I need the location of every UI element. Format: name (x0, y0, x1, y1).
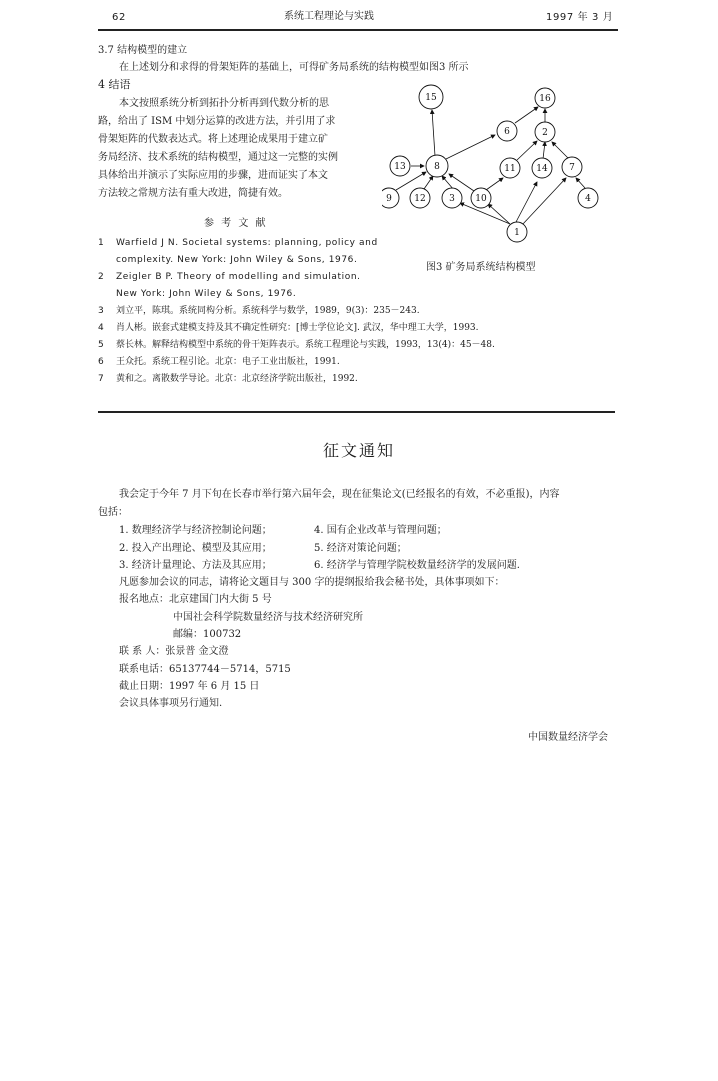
journal-title: 系统工程理论与实践 (284, 11, 374, 22)
node-7 (562, 157, 582, 177)
topic-item: 1. 数理经济学与经济控制论问题； (119, 525, 272, 536)
registration-address: 报名地点：北京建国门内大街 5 号 (119, 594, 272, 605)
conclusion-line: 路，给出了 ISM 中划分运算的改进方法，并引用了求 (98, 116, 336, 127)
reference-text: 刘立平，陈琪。系统同构分析。系统科学与数学，1989，9(3)：235－243. (116, 306, 420, 316)
section-3-7-text: 在上述划分和求得的骨架矩阵的基础上，可得矿务局系统的结构模型如图3 所示 (119, 62, 469, 73)
figure-caption: 图3 矿务局系统结构模型 (426, 262, 536, 273)
page-number: 62 (112, 12, 126, 23)
conclusion-line: 务局经济、技术系统的结构模型，通过这一完整的实例 (98, 152, 338, 163)
deadline: 截止日期：1997 年 6 月 15 日 (119, 681, 260, 692)
reference-text: Warfield J N. Societal systems: planning, policy and (116, 238, 378, 248)
reference-text: Zeigler B P. Theory of modelling and simulation. (116, 272, 361, 282)
structure-model-diagram (382, 82, 608, 258)
section-4-heading: 4 结语 (98, 78, 131, 91)
section-3-7-heading: 3.7 结构模型的建立 (98, 45, 188, 56)
notice-intro-continued: 包括： (98, 507, 128, 518)
issue-date: 1997 年 3 月 (546, 12, 614, 23)
reference-number: 3 (98, 306, 105, 316)
reference-text: 王众托。系统工程引论。北京：电子工业出版社，1991. (116, 357, 340, 367)
notice-signature: 中国数量经济学会 (528, 732, 608, 743)
reference-text: 黄和之。离散数学导论。北京：北京经济学院出版社，1992. (116, 374, 358, 384)
conclusion-line: 具体给出并演示了实际应用的步骤，进而证实了本文 (98, 170, 328, 181)
topic-item: 6. 经济学与管理学院校数量经济学的发展问题. (314, 560, 520, 571)
conclusion-line: 方法较之常规方法有重大改进，简捷有效。 (98, 188, 288, 199)
contact-person: 联 系 人：张景普 金文澄 (119, 646, 229, 657)
node-9 (382, 188, 399, 208)
diagram-nodes (382, 85, 598, 242)
node-6 (497, 121, 517, 141)
notice-intro: 我会定于今年 7 月下旬在长春市举行第六届年会，现在征集论文(已经报名的有效，不必重报)，内容 (119, 489, 560, 500)
svg-text:16: 16 (539, 94, 551, 104)
svg-text:2: 2 (542, 128, 548, 138)
node-10 (471, 188, 491, 208)
reference-text: complexity. New York: John Wiley & Sons, 1976. (116, 255, 358, 265)
reference-number: 7 (98, 374, 105, 384)
node-2 (535, 122, 555, 142)
node-3 (442, 188, 462, 208)
reference-number: 4 (98, 323, 105, 333)
reference-number: 6 (98, 357, 105, 367)
node-13 (390, 156, 410, 176)
notice-instruction: 凡愿参加会议的同志，请将论文题目与 300 字的提纲报给我会秘书处，具体事项如下： (119, 577, 505, 588)
reference-text: 肖人彬。嵌套式建模支持及其不确定性研究：[博士学位论文]. 武汉，华中理工大学，1993. (116, 323, 479, 333)
svg-text:10: 10 (475, 194, 487, 204)
node-15 (419, 85, 443, 109)
reference-number: 5 (98, 340, 105, 350)
references-title: 参 考 文 献 (204, 218, 268, 229)
svg-text:13: 13 (394, 162, 406, 172)
svg-text:4: 4 (585, 194, 591, 204)
reference-number: 1 (98, 238, 105, 248)
svg-text:7: 7 (569, 163, 575, 173)
node-16 (535, 88, 555, 108)
section-divider (98, 411, 615, 413)
reference-text: New York: John Wiley & Sons, 1976. (116, 289, 297, 299)
svg-text:14: 14 (536, 164, 548, 174)
conclusion-line: 骨架矩阵的代数表达式。将上述理论成果用于建立矿 (98, 134, 328, 145)
conclusion-line: 本文按照系统分析到拓扑分析再到代数分析的思 (119, 98, 329, 109)
svg-text:11: 11 (504, 164, 516, 174)
topic-item: 2. 投入产出理论、模型及其应用； (119, 543, 272, 554)
node-1 (507, 222, 527, 242)
topic-item: 3. 经济计量理论、方法及其应用； (119, 560, 272, 571)
node-11 (500, 158, 520, 178)
topic-item: 4. 国有企业改革与管理问题； (314, 525, 447, 536)
reference-text: 蔡长林。解释结构模型中系统的骨干矩阵表示。系统工程理论与实践，1993，13(4)：45－48. (116, 340, 495, 350)
node-12 (410, 188, 430, 208)
svg-text:1: 1 (514, 228, 520, 238)
svg-text:15: 15 (425, 93, 437, 103)
svg-text:3: 3 (449, 194, 455, 204)
contact-phone: 联系电话：65137744－5714，5715 (119, 664, 291, 675)
other-notice: 会议具体事项另行通知. (119, 698, 223, 709)
svg-text:8: 8 (434, 162, 440, 172)
notice-title: 征文通知 (323, 441, 396, 460)
svg-text:6: 6 (504, 127, 510, 137)
postcode: 邮编：100732 (173, 629, 242, 640)
node-8 (426, 155, 448, 177)
svg-text:12: 12 (414, 194, 426, 204)
registration-institute: 中国社会科学院数量经济与技术经济研究所 (173, 612, 363, 623)
header-rule (98, 29, 618, 31)
reference-number: 2 (98, 272, 105, 282)
node-4 (578, 188, 598, 208)
node-14 (532, 158, 552, 178)
topic-item: 5. 经济对策论问题； (314, 543, 407, 554)
svg-text:9: 9 (386, 194, 392, 204)
